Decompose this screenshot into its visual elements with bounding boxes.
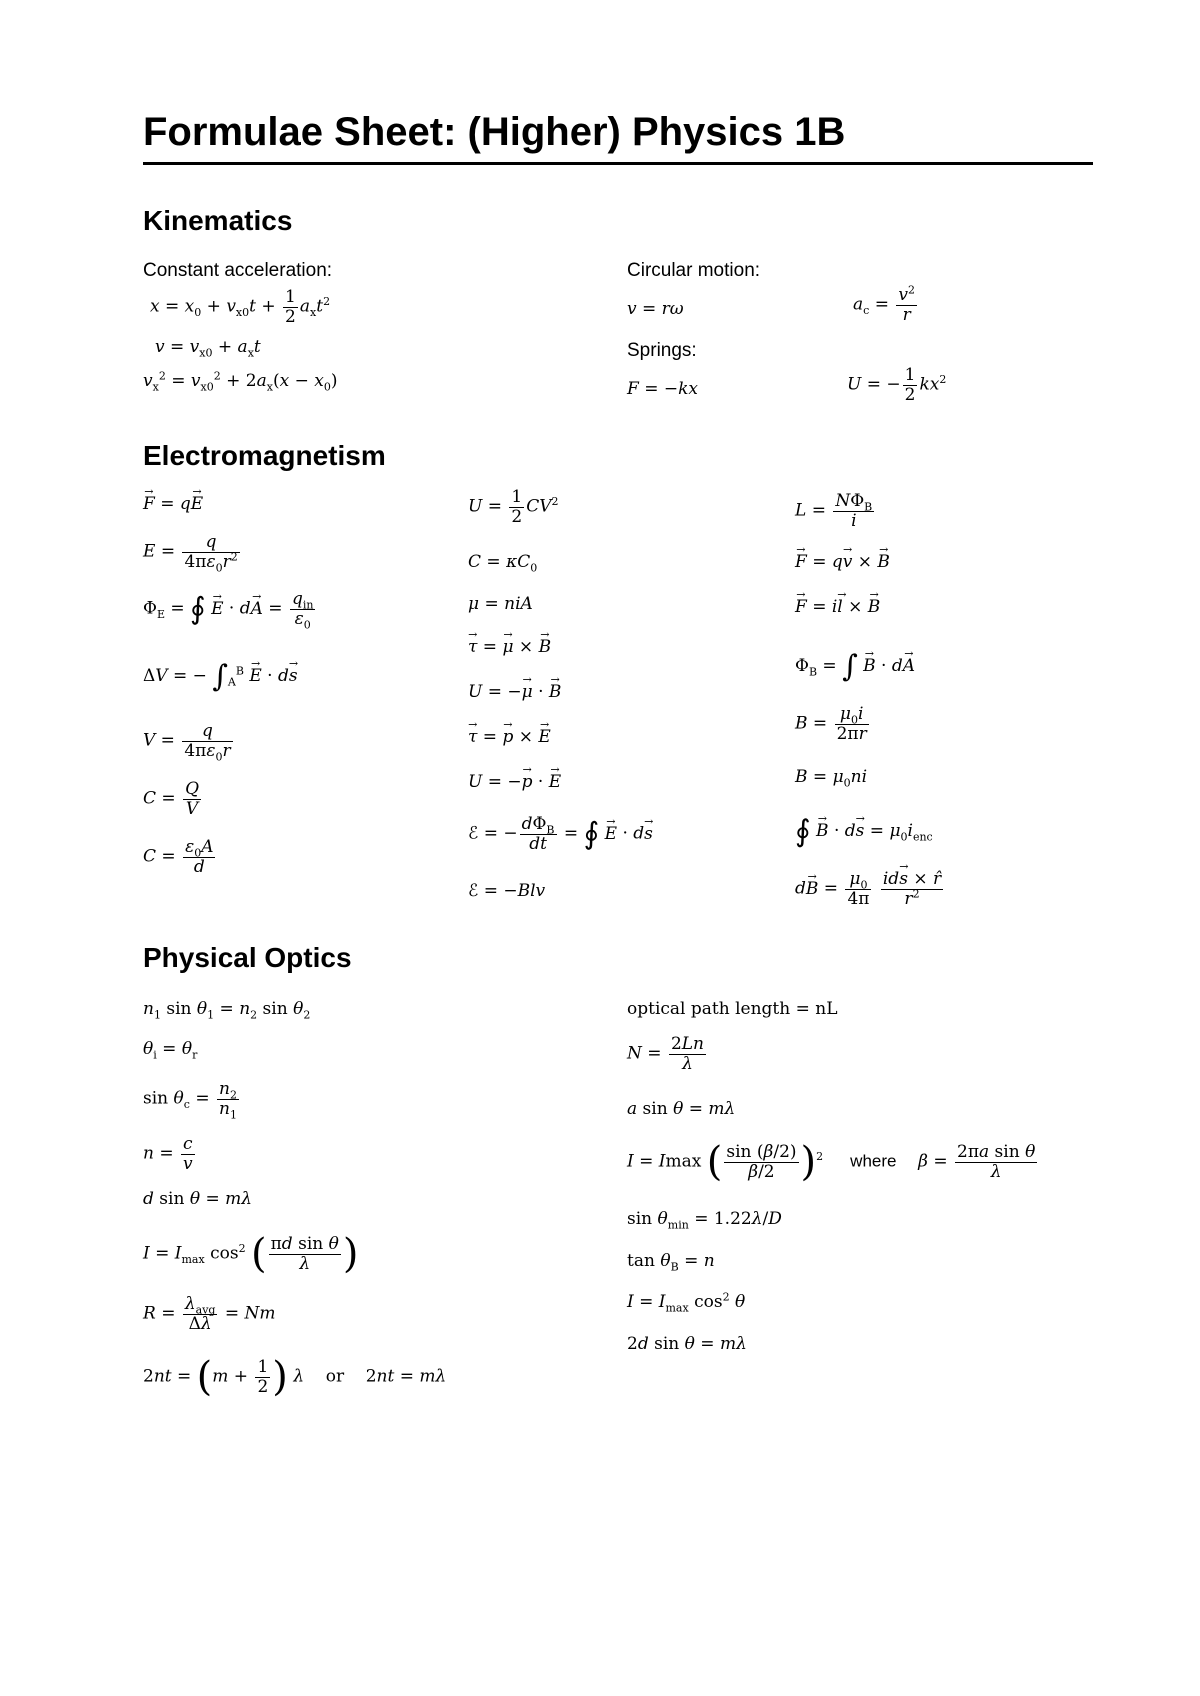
kinematics-heading: Kinematics: [143, 205, 293, 236]
em-eq-force-field: → F = q→ E: [143, 495, 203, 514]
em-eq-capacitance: C = $\frac{Q}{V}$: [143, 779, 200, 819]
circ-eq-accel: $a_c$ = $\frac{v^2}{r}$: [853, 283, 915, 325]
em-eq-electric-energy: U = −→ p · → E: [468, 773, 561, 792]
em-eq-motional-emf: ℰ = −Blv: [468, 881, 546, 901]
em-eq-point-field: E = $\frac{q}{4\pi\varepsilon_0r^2}$: [143, 532, 238, 575]
em-eq-wire-force: → F = i→ l × → B: [795, 598, 880, 617]
em-eq-faraday: ℰ = − $\frac{d\Phi_B}{dt}$ = ∮ → E · d→ s: [468, 815, 653, 853]
springs-label: Springs:: [627, 340, 697, 361]
spring-eq-energy: U = − $\frac{1}{2}$ $kx^2$: [847, 365, 947, 405]
opt-eq-critical-angle: $\sin \theta_c$ = $\frac{n_2}{n_1}$: [143, 1079, 237, 1122]
kin-eq-velocity: $v = v_{x0} + a_xt$: [155, 337, 261, 360]
kin-eq-velocity-squared: $v_x^2 = v_{x0}^2 + 2a_x(x - x_0)$: [143, 369, 338, 394]
opt-eq-snell: $n_1$ $\sin \theta_1 = n_2$ $\sin \theta_2$: [143, 999, 311, 1022]
opt-eq-refractive-index: n = $\frac{c}{v}$: [143, 1134, 193, 1174]
electromagnetism-heading: Electromagnetism: [143, 440, 386, 471]
em-eq-cap-energy: U = $\frac{1}{2}$ $CV^2$: [468, 487, 559, 527]
em-eq-magnetic-torque: → τ = → μ × → B: [468, 638, 551, 657]
em-eq-wire-field: B = $\frac{\mu_0i}{2\pi r}$: [795, 704, 867, 744]
em-eq-gauss: $\Phi_E$ = ∮ → E · d→ A = $\frac{q_{in}}{\varepsilon_0}$: [143, 590, 317, 628]
opt-eq-fringes: N = $\frac{2Ln}{\lambda}$: [627, 1034, 705, 1074]
em-eq-parallel-plate: C = $\frac{\varepsilon_0A}{d}$: [143, 837, 214, 877]
circular-motion-label: Circular motion:: [627, 260, 761, 281]
kin-eq-position: $x = x_0 + v_{x0}t$ + $\frac{1}{2}$ $a_xt^2$: [150, 287, 331, 327]
opt-eq-single-slit-intensity: I = Imax ( $\frac{\sin (\beta/2)}{\beta/2}$ )$^2$ where β = $\frac{\text{2πa sin θ}}{\lambda}$: [627, 1139, 1036, 1185]
em-eq-potential-difference: ΔV = − $\int_A^B \to E \cdot d\to s$: [143, 660, 298, 693]
opt-eq-malus: $I = I_{max}$ $\cos^2 \theta$: [627, 1290, 746, 1315]
em-eq-point-potential: V = $\frac{q}{4\pi\varepsilon_0r}$: [143, 721, 231, 764]
spring-eq-force: F = −kx: [627, 379, 698, 399]
em-eq-inductance: L = $\frac{N\Phi_B}{i}$: [795, 491, 873, 531]
page-title: Formulae Sheet: (Higher) Physics 1B: [143, 110, 846, 154]
where-word: where: [850, 1151, 897, 1171]
opt-eq-rayleigh: $\sin \theta_{min} = 1.22\lambda/D$: [627, 1209, 782, 1232]
opt-eq-reflection: $\theta_i = \theta_r$: [143, 1039, 198, 1062]
optics-heading: Physical Optics: [143, 942, 352, 973]
const-accel-label: Constant acceleration:: [143, 260, 333, 281]
em-eq-dipole-moment: μ = niA: [468, 594, 533, 614]
em-eq-electric-torque: → τ = → p × → E: [468, 728, 551, 747]
or-word: or: [325, 1366, 345, 1387]
title-rule: [143, 162, 1093, 165]
opt-eq-optical-path: optical path length = nL: [627, 999, 838, 1019]
opt-eq-bragg: 2d sin θ = mλ: [627, 1334, 747, 1354]
em-eq-dielectric: $C = \kappa C_0$: [468, 552, 538, 575]
opt-eq-thin-film: 2nt = (m + $\frac{1}{2}$ ) λ or 2nt = mλ: [143, 1354, 447, 1400]
em-eq-biot-savart: d→ B = $\frac{\mu_0}{4\pi}$ $\frac{id\to s \times r̂}{r^2}$: [795, 870, 945, 908]
em-eq-magnetic-flux: $\Phi_B$ = ∫ → B · d→ A: [795, 650, 915, 683]
em-eq-solenoid: $B = \mu_0ni$: [795, 767, 868, 790]
em-eq-lorentz: → F = q→ v × → B: [795, 553, 890, 572]
opt-eq-resolving-power: R = $\frac{\lambda_{avg}}{\Delta\lambda}$ = Nm: [143, 1294, 276, 1334]
em-eq-ampere: ∮ → $B \cdot d\to s = \mu_0i_{enc}$: [795, 815, 933, 848]
em-eq-magnetic-energy: U = −→ μ · → B: [468, 683, 561, 702]
opt-eq-brewster: $\tan \theta_B = n$: [627, 1251, 715, 1274]
circ-eq-velocity: v = rω: [627, 299, 684, 319]
opt-eq-double-slit: d sin θ = mλ: [143, 1189, 253, 1209]
opt-eq-double-slit-intensity: $I = I_{max}$ $\cos^2$ ( $\frac{\text{πd sin θ}}{\lambda}$ ): [143, 1231, 359, 1277]
opt-eq-single-slit: a sin θ = mλ: [627, 1099, 736, 1119]
